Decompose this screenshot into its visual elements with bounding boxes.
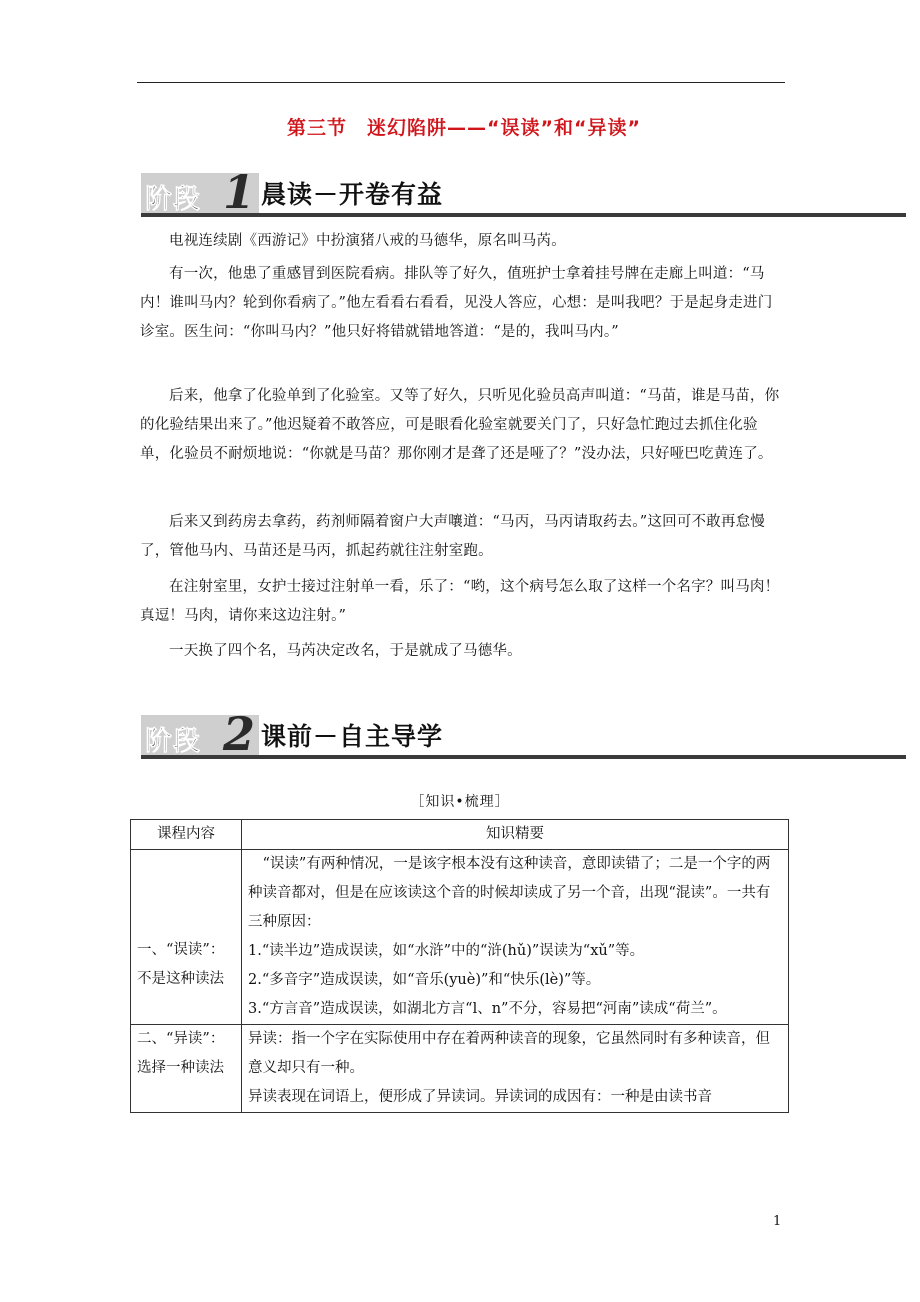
reading-paragraph: 一天换了四个名，马芮决定改名，于是就成了马德华。 bbox=[169, 643, 522, 659]
page-number: 1 bbox=[773, 1214, 782, 1229]
table-row bbox=[131, 1025, 789, 1113]
section-title: 第三节 迷幻陷阱——“误读”和“异读” bbox=[287, 117, 641, 139]
stage-1-tab bbox=[141, 165, 259, 219]
stage-2-tab bbox=[141, 707, 259, 761]
content-cell bbox=[242, 1025, 789, 1113]
topic-cell bbox=[131, 1025, 242, 1113]
table-header-row bbox=[131, 820, 789, 850]
content-line: 3.“方言音”造成误读，如湖北方言“l、n”不分，容易把“河南”读成“荷兰”。 bbox=[248, 1001, 727, 1017]
topic-cell bbox=[131, 850, 242, 1025]
content-line: 异读表现在词语上，便形成了异读词。异读词的成因有：一种是由读书音 bbox=[248, 1089, 712, 1105]
topic-text: 二、“异读”：选择一种读法 bbox=[137, 1031, 225, 1076]
column-header: 知识精要 bbox=[242, 820, 789, 850]
table-row bbox=[131, 850, 789, 1025]
reading-paragraph: 后来又到药房去拿药，药剂师隔着窗户大声嚷道：“马丙，马丙请取药去。”这回可不敢再怠慢了，管他马内、马苗还是马丙，抓起药就往注射室跑。 bbox=[140, 514, 765, 559]
reading-paragraph: 有一次，他患了重感冒到医院看病。排队等了好久，值班护士拿着挂号牌在走廊上叫道：“马内！谁叫马内？轮到你看病了。”他左看看右看看，见没人答应，心想：是叫我吧？于是起身走进门诊室。医生问：“你叫马内？”他只好将错就错地答道：“是的，我叫马内。” bbox=[140, 266, 773, 340]
content-line: 2.“多音字”造成误读，如“音乐(yuè)”和“快乐(lè)”等。 bbox=[248, 972, 601, 988]
content-cell bbox=[242, 850, 789, 1025]
stage-number: 2 bbox=[223, 707, 256, 761]
topic-text: 一、“误读”：不是这种读法 bbox=[137, 942, 225, 987]
stage-word: 阶段 bbox=[145, 726, 201, 757]
reading-paragraph: 电视连续剧《西游记》中扮演猪八戒的马德华，原名叫马芮。 bbox=[169, 233, 566, 249]
content-line: 异读：指一个字在实际使用中存在着两种读音的现象，它虽然同时有多种读音，但意义却只有一种。 bbox=[248, 1031, 770, 1076]
stage-word: 阶段 bbox=[145, 184, 201, 215]
content-line: 1.“读半边”造成误读，如“水浒”中的“浒(hǔ)”误读为“xǔ”等。 bbox=[248, 943, 645, 959]
column-header: 课程内容 bbox=[131, 820, 242, 850]
header-rule bbox=[137, 82, 785, 83]
stage-1-banner bbox=[141, 165, 906, 219]
reading-paragraph: 在注射室里，女护士接过注射单一看，乐了：“哟，这个病号怎么取了这样一个名字？叫马肉！真逗！马肉，请你来这边注射。” bbox=[140, 579, 780, 624]
stage-1-name: 晨读－开卷有益 bbox=[261, 180, 444, 209]
stage-2-name: 课前－自主导学 bbox=[261, 722, 444, 751]
reading-paragraph: 后来，他拿了化验单到了化验室。又等了好久，只听见化验员高声叫道：“马苗，谁是马苗，你的化验结果出来了。”他迟疑着不敢答应，可是眼看化验室就要关门了，只好急忙跑过去抓住化验单，化验员不耐烦地说：“你就是马苗？那你刚才是聋了还是哑了？”没办法，只好哑巴吃黄连了。 bbox=[140, 388, 780, 462]
stage-2-banner bbox=[141, 707, 906, 761]
knowledge-caption: ［知识•梳理］ bbox=[410, 794, 510, 810]
content-line: “误读”有两种情况，一是该字根本没有这种读音，意即读错了；二是一个字的两种读音都对，但是在应该读这个音的时候却读成了另一个音，出现“混读”。一共有三种原因： bbox=[248, 856, 771, 930]
knowledge-table bbox=[130, 819, 789, 1113]
stage-number: 1 bbox=[223, 165, 256, 219]
